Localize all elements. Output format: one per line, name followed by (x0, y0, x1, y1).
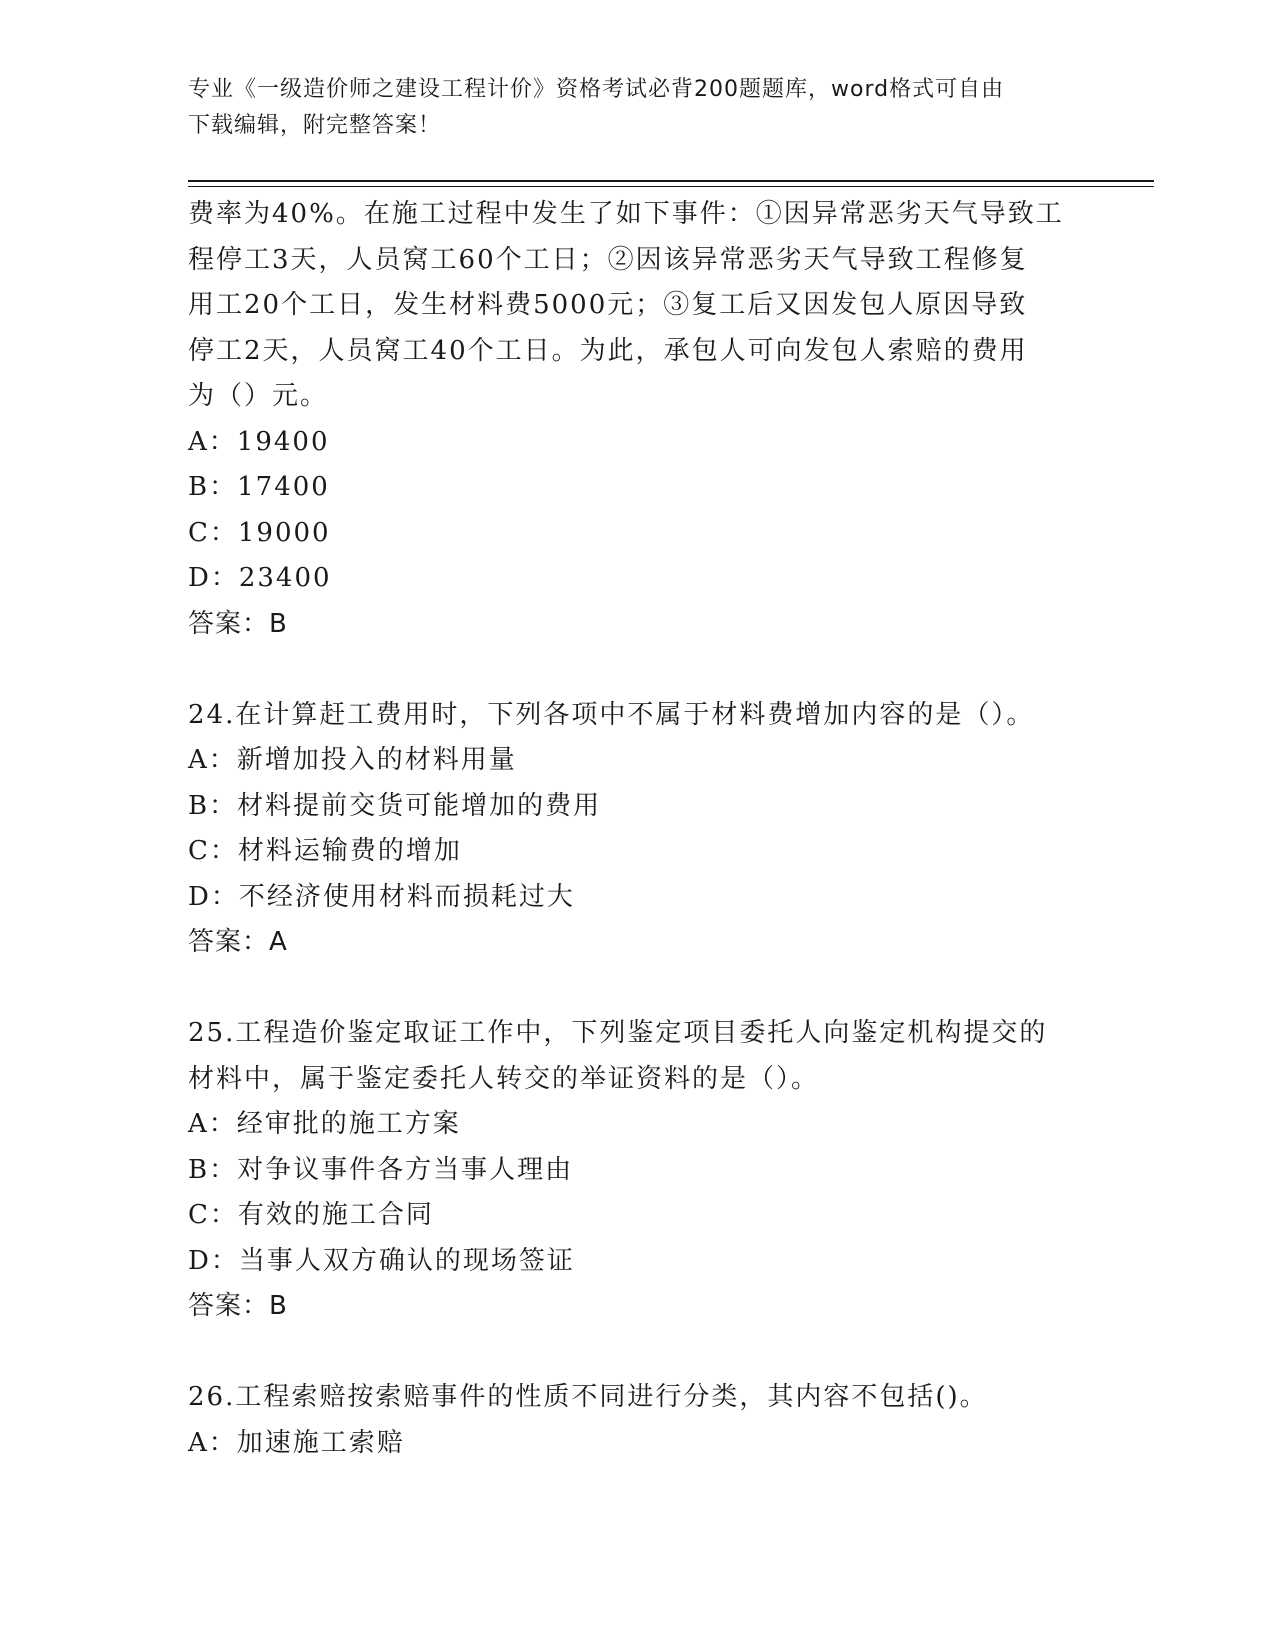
question-stem-line: 25.工程造价鉴定取证工作中，下列鉴定项目委托人向鉴定机构提交的 (188, 1018, 1048, 1048)
question-stem-line: 费率为40%。在施工过程中发生了如下事件：①因异常恶劣天气导致工 (188, 199, 1064, 229)
header-line-2: 下载编辑，附完整答案！ (188, 113, 442, 138)
question-stem-line: 用工20个工日，发生材料费5000元；③复工后又因发包人原因导致 (188, 290, 1028, 320)
question-stem-line: 程停工3天，人员窝工60个工日；②因该异常恶劣天气导致工程修复 (188, 244, 1028, 275)
question-stem-line: 材料中，属于鉴定委托人转交的举证资料的是（）。 (188, 1063, 820, 1094)
question-25 (188, 1011, 1088, 1330)
question-stem-line: 为（）元。 (188, 381, 329, 411)
option-a: A：19400 (188, 426, 330, 457)
header-divider-thin (188, 186, 1154, 187)
answer-line: 答案：B (188, 1291, 288, 1321)
option-a: A：加速施工索赔 (188, 1427, 405, 1458)
answer-line: 答案：A (188, 927, 288, 957)
option-b: B：对争议事件各方当事人理由 (188, 1154, 574, 1185)
question-list (188, 192, 1088, 1466)
question-26 (188, 1375, 1088, 1466)
question-23 (188, 192, 1088, 647)
option-b: B：材料提前交货可能增加的费用 (188, 790, 602, 821)
question-spacer (188, 647, 1088, 693)
question-stem-line: 24.在计算赶工费用时，下列各项中不属于材料费增加内容的是（）。 (188, 699, 1035, 730)
header-divider-thick (188, 180, 1154, 182)
question-spacer (188, 966, 1088, 1012)
option-a: A：新增加投入的材料用量 (188, 745, 517, 775)
question-stem-line: 停工2天，人员窝工40个工日。为此，承包人可向发包人索赔的费用 (188, 335, 1028, 366)
option-d: D：23400 (188, 563, 332, 593)
answer-line: 答案：B (188, 608, 288, 639)
option-d: D：当事人双方确认的现场签证 (188, 1245, 575, 1276)
header-line-1: 专业《一级造价师之建设工程计价》资格考试必背200题题库，word格式可自由 (188, 77, 1005, 102)
question-24 (188, 693, 1088, 966)
page-header (188, 72, 1068, 144)
option-b: B：17400 (188, 472, 330, 502)
option-a: A：经审批的施工方案 (188, 1109, 461, 1139)
question-stem-line: 26.工程索赔按索赔事件的性质不同进行分类，其内容不包括()。 (188, 1382, 988, 1412)
option-c: C：有效的施工合同 (188, 1200, 434, 1230)
option-d: D：不经济使用材料而损耗过大 (188, 881, 575, 912)
option-c: C：材料运输费的增加 (188, 836, 462, 866)
question-spacer (188, 1330, 1088, 1376)
option-c: C：19000 (188, 517, 331, 548)
